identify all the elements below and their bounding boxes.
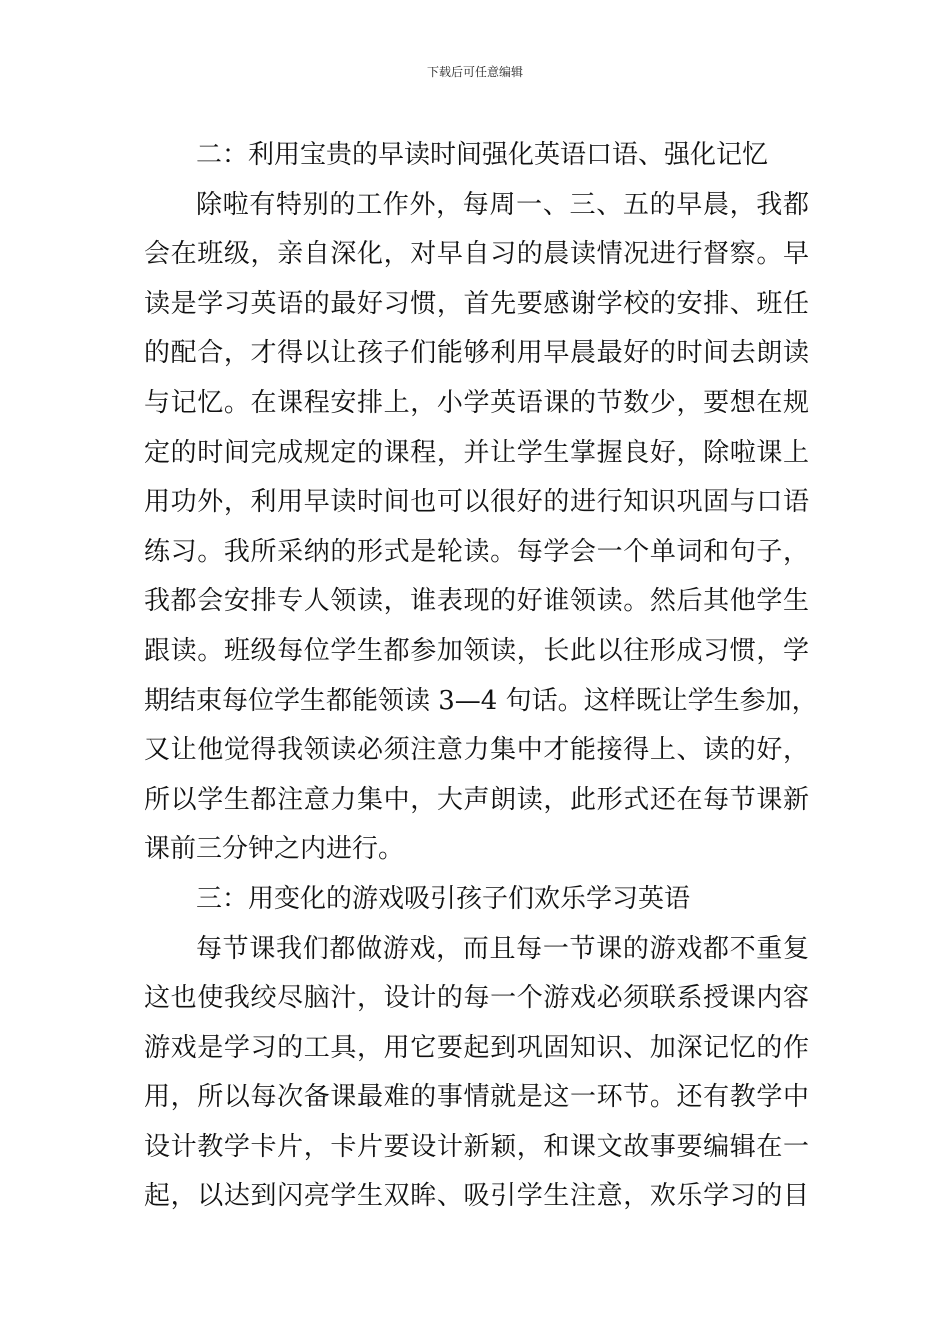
- paragraph-line: 起，以达到闪亮学生双眸、吸引学生注意，欢乐学习的目: [144, 1181, 809, 1212]
- paragraph-line: 所以学生都注意力集中，大声朗读，此形式还在每节课新: [144, 784, 809, 815]
- paragraph-line: 除啦有特别的工作外，每周一、三、五的早晨，我都: [196, 189, 809, 220]
- paragraph-line: 读是学习英语的最好习惯，首先要感谢学校的安排、班任: [144, 288, 809, 319]
- paragraph-line: 又让他觉得我领读必须注意力集中才能接得上、读的好，: [144, 735, 809, 766]
- section-heading-3: 三：用变化的游戏吸引孩子们欢乐学习英语: [196, 883, 691, 914]
- paragraph-line: 用功外，利用早读时间也可以很好的进行知识巩固与口语: [144, 487, 809, 518]
- document-body: [144, 131, 818, 1222]
- paragraph-line: 练习。我所采纳的形式是轮读。每学会一个单词和句子，: [144, 536, 809, 567]
- paragraph-line: 定的时间完成规定的课程，并让学生掌握良好，除啦课上: [144, 437, 809, 468]
- paragraph-line: 与记忆。在课程安排上，小学英语课的节数少，要想在规: [144, 387, 809, 418]
- paragraph-line: 设计教学卡片，卡片要设计新颖，和课文故事要编辑在一: [144, 1131, 809, 1162]
- paragraph-line: 课前三分钟之内进行。: [144, 834, 405, 865]
- paragraph-line: 游戏是学习的工具，用它要起到巩固知识、加深记忆的作: [144, 1032, 809, 1063]
- paragraph-line: 每节课我们都做游戏，而且每一节课的游戏都不重复: [196, 933, 809, 964]
- section-heading-2: 二：利用宝贵的早读时间强化英语口语、强化记忆: [196, 140, 769, 170]
- paragraph-line: 这也使我绞尽脑汁，设计的每一个游戏必须联系授课内容: [144, 983, 809, 1014]
- paragraph-line: 我都会安排专人领读，谁表现的好谁领读。然后其他学生: [144, 586, 809, 617]
- paragraph-line: 用，所以每次备课最难的事情就是这一环节。还有教学中: [144, 1082, 809, 1113]
- page-header: 下载后可任意编辑: [426, 65, 523, 79]
- paragraph-line: 期结束每位学生都能领读 3—4 句话。这样既让学生参加，: [144, 685, 818, 716]
- paragraph-line: 会在班级，亲自深化，对早自习的晨读情况进行督察。早: [144, 239, 809, 270]
- paragraph-line: 跟读。班级每位学生都参加领读，长此以往形成习惯，学: [144, 635, 809, 666]
- paragraph-line: 的配合，才得以让孩子们能够利用早晨最好的时间去朗读: [144, 338, 809, 369]
